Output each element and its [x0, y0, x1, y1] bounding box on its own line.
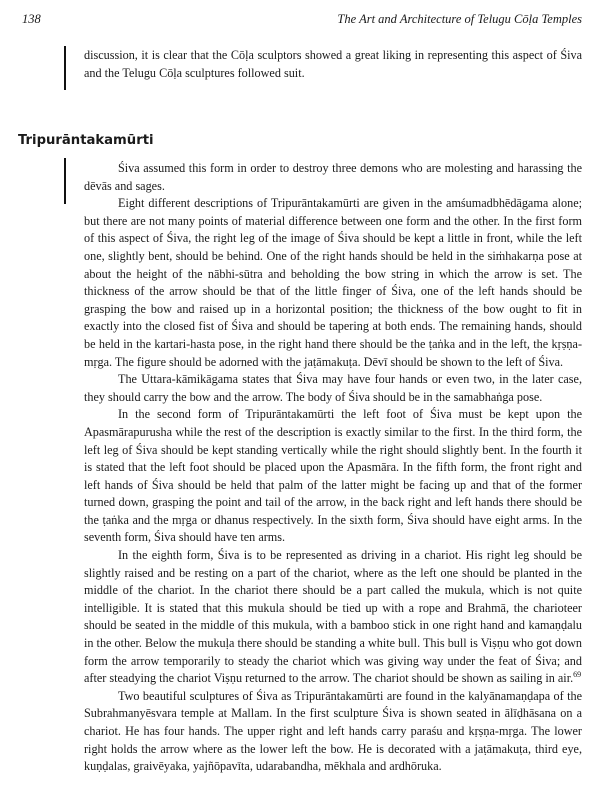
page-header: [22, 10, 582, 28]
paragraph-3: The Uttara-kāmikāgama states that Śiva may have four hands or even two, in the later case, they should carry the bow and the arrow. The body of Śiva should be in the samabhaṅga pose.: [84, 372, 582, 404]
running-title: The Art and Architecture of Telugu Cōḷa Temples: [337, 12, 582, 26]
paragraph-5: [84, 547, 582, 688]
footnote-reference: 69: [573, 670, 582, 680]
paragraph-1: Śiva assumed this form in order to destroy three demons who are molesting and harassing the dēvās and sages.: [84, 161, 582, 193]
paragraph-4: In the second form of Tripurāntakamūrti the left foot of Śiva must be kept upon the Apasmārapurusha while the rest of the description is exactly similar to the first. In the third form, the left leg of Śiva should be kept standing vertically while the right should slightly bent. In the fourth it is stated that the left foot should be placed upon the Apasmāra. In the fifth form, the front right and left hands of Śiva should be held that palm of the latter might be facing up and that of the former turned down, grasping the point and tail of the arrow, in the back right and left hands there should be the ṭaṅka and the mṛga or dhanus respectively. In the sixth form, Śiva should have eight arms. In the seventh form, Śiva should have ten arms.: [84, 407, 582, 545]
page-number: 138: [22, 12, 41, 26]
paragraph-5-text: In the eighth form, Śiva is to be represented as driving in a chariot. His right leg should be slightly raised and be resting on a part of the chariot, where as the left one should be planted in the middle of the chariot. In the chariot there should be a part called the mukula, which is not quite intelligible. It is stated that this mukula should be tied up with a rope and Brahmā, the charioteer should be seated in the middle of this mukula, with a bamboo stick in one right hand and kamaṇḍalu in the other. Below the mukuḷa there should be standing a white bull. This bull is Viṣṇu who got down form the arrow temporarily to steady the chariot which was giving way under the feat of Śiva; and after steadying the chariot Viṣṇu returned to the arrow. The chariot should be shown as sailing in air.: [84, 548, 582, 686]
section-heading: Tripurāntakamūrti: [18, 133, 154, 148]
revision-bar-middle: [64, 158, 66, 204]
paragraph-6: Two beautiful sculptures of Śiva as Tripurāntakamūrti are found in the kalyānamaṇḍapa of the Subrahmanyēsvara temple at Mallam. In the first sculpture Śiva is shown seated in ālīḍhāsana on a chariot. He has four hands. The upper right and left hands carry paraśu and kṛṣṇa-mṛga. The lower right holds the arrow where as the lower left the bow. He is decorated with a jaṭāmakuṭa, third eye, kuṇḍalas, graivēyaka, yajñōpavīta, udarabandha, mēkhala and ardhōruka.: [84, 688, 582, 774]
main-text: [84, 160, 582, 776]
revision-bar-top: [64, 46, 66, 90]
paragraph-2: Eight different descriptions of Tripurāntakamūrti are given in the amśumadbhēdāgama alone; but there are not many points of material difference between one form and the other. In the first form of this aspect of Śiva, the right leg of the image of Śiva should be kept a little in front, while the left one, slightly bent, should be behind. One of the right hands should be held in the siṁhakarṇa pose at about the height of the nābhi-sūtra and beholding the bow string in which the arrow is set. The thickness of the arrow should be that of the little finger of Śiva, one of the left hands should be grasping the bow and raised up in a horizontal position; the thickness of the bow ought to fit in exactly into the closed fist of Śiva and should be tapering at both ends. The remaining hands, should be held in the kartari-hasta pose, in the right hand there should be the ṭaṅka and in the left, the kṛṣṇa-mṛga. The figure should be adorned with the jaṭāmakuṭa. Dēvī should be shown to the left of Śiva.: [84, 196, 582, 369]
intro-paragraph: discussion, it is clear that the Cōḷa sculptors showed a great liking in representing this aspect of Śiva and the Telugu Cōḷa sculptures followed suit.: [84, 48, 582, 80]
